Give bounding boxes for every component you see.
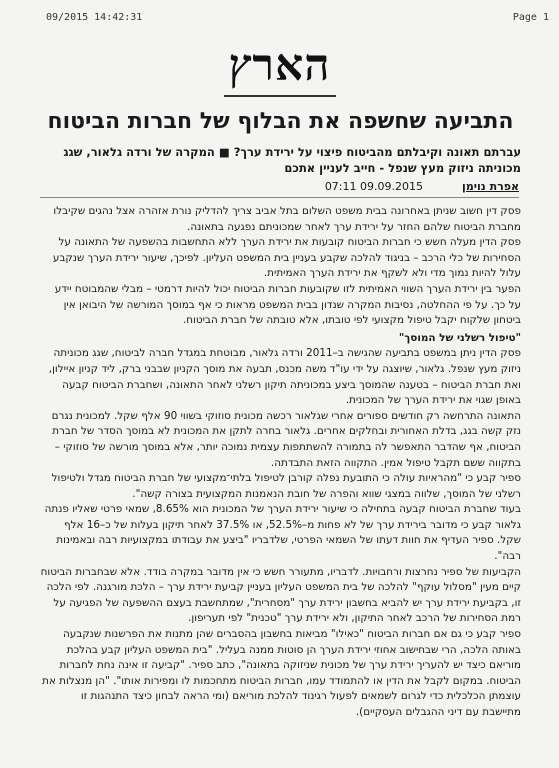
paragraph: פסק הדין ניתן במשפט בתביעה שהגישה ב–2011 ורדה גלאור, מבוטחת במגדל חברה לביטוח, שגג מכוניתה ניזוק מעץ שנפל. גלאור, שיוצגה על ידי עו"ד משה מכנס, תבעה את מוסך הקניון שבבני ברק, ליד קניון איילון, ואת חברת הביטוח – בטענה שהמוסך ביצע במכוניתה תיקון רשלני לאחר התאונה, ושחברת הביטוח קבעה באופן שגוי את ירידת הערך של המכונית.: [48, 347, 521, 407]
paragraph: פסק הדין מעלה חשש כי חברות הביטוח קובעות את ירידת הערך ללא התחשבות בהשפעה של התאונה על הסחירות של כלי הרכב – בניגוד להלכה שקבע בעניין בית המשפט העליון. לפיכך, שיעור ירידת הערך שנקבע עלול להיות נמוך מדי ולא לשקף את ירידת הערך האמיתית.: [52, 236, 521, 280]
page-number: Page 1: [512, 12, 549, 23]
paragraph: התאונה התרחשה רק חודשים ספורים אחרי שגלאור רכשה מכונית סוזוקי בשווי 90 אלף שקל. למכונית נגרם נזק קשה בגג, בדלת האחורית ובחלקים אחרים. גלאור בחרה לתקן את המכונית לא במוסך הסדר של חברת הביטוח, אף שהדבר התאפשר לה בתמורה להשתתפות עצמית נמוכה יותר, אלא במוסך מורשה של סוזוקי – בתקווה ששם תקבל טיפול אמין. התקווה הזאת התבדתה.: [51, 409, 521, 469]
paragraph: הקביעות של ספיר נחרצות ורחבויות. לדבריו, מתעורר חשש כי אין מדובר במקרה בודד. אלא שבחברות הביטוח קיים מעין "מסלול עוקף" להלכה של בית המשפט העליון בעניין קביעת ירידת ערך – הלכת מורגנה. לפי הלכה זו, בקביעת ירידת ערך יש להביא בחשבון ירידת ערך "מסחרית", שמתחשבת בעצם ההשפעה של הפגיעה על רמת הסחירות של הרכב לאחר התיקון, ולא ירידת ערך "טכנית" לפי תעריפון.: [40, 565, 521, 625]
article-headline: התביעה שחשפה את הבלוף של חברות הביטוח: [47, 109, 514, 134]
paragraph: בעוד שחברת הביטוח קבעה בתחילה כי שיעור ירידת הערך של המכונית הוא 8.65%, שמאי פרטי שאליו פנתה גלאור קבע כי מדובר בירידת ערך של לא פחות מ–52.5%, או 37.5% לאחר תיקון בעלות של כ–16 אלף שקל. ספיר העדיף את חוות דעתו של השמאי הפרטי, שלדבריו "ביצע את עבודתו במקצועיות רבה ובאמינות רבה".: [44, 503, 521, 563]
article-meta: [40, 180, 519, 196]
meta-divider: [40, 197, 519, 198]
article-body: [40, 204, 521, 721]
author-name: אפרת נוימן: [462, 180, 519, 193]
paragraph: ספיר קבע כי גם אם חברות הביטוח "כאילו" מביאות בחשבון בהסברים שהן מתנות את הפרשנות שנקבעה באותה הלכה, הרי שבחישוב אחוזי ירידת הערך הן סוטות ממנה בעליל. "בית המשפט העליון קבע בהלכת מוריאם כיצד יש להעריך ירידת ערך של מכונית שניזוקה בתאונה", כתב ספיר. "קביעה זו אינה נחת לחברות הביטוח. במקום לקבל את הדין או להתמודד עמו, חברות הביטוח מתחכמות לו ומפירות אותו". "הן מנצלות את עוצמתן הכלכלית כדי לגרום לשמאים לפעול רגינוד להלכת מוריאם (ומי הראה לבחון כיצד התנהגות זו מתיישבת עם דיני ההגבלים העסקיים).: [42, 628, 521, 718]
paragraph: ספיר קבע כי "מהראיות עולה כי התובעת נפלה קורבן לטיפול בלתי־מקצועי של חברת הביטוח מגדל ולטיפול רשלני של המוסך, שלווה במצגי שווא והפרה של חובת הנאמנות המקצועית בצורה קשה".: [51, 472, 521, 500]
fax-header: [46, 12, 549, 26]
paragraph: פסק דין חשוב שניתן באחרונה בבית משפט השלום בתל אביב צריך להדליק נורת אזהרה אצל נהגים שקיבלו מחברת הביטוח שלהם החזר על ירידת ערך לאחר שמכוניתם נפגעה בתאונה.: [53, 205, 521, 233]
paragraph: הפער בין ירידת הערך השווי האמיתית לזו שקובעות חברות הביטוח יכול להיות דרמטי – מבלי שהמבוטח יידע על כך. על פי ההחלטה, נסיבות המקרה שנדון בבית המשפט מראות כי אף במוסך המורשה של היבואן אין ביטחון שלקוח יקבל טיפול מקצועי לפי טובתו, אלא טובתה של חברת הביטוח.: [54, 282, 521, 327]
publish-datetime: 07:11 09.09.2015: [324, 180, 423, 193]
logo-divider: [224, 95, 336, 97]
section-subheading: "טיפול רשלני של המוסך": [398, 331, 521, 344]
fax-timestamp: 09/2015 14:42:31: [46, 12, 143, 23]
article-subhead: עברתם תאונה וקיבלתם מהביטוח פיצוי על ירידת ערך? ■ המקרה של ורדה גלאור, שגג מכוניתה ניזוק מעץ שנפל - חייב לעניין אתכם: [63, 145, 521, 175]
newspaper-logo: הארץ: [228, 40, 331, 91]
